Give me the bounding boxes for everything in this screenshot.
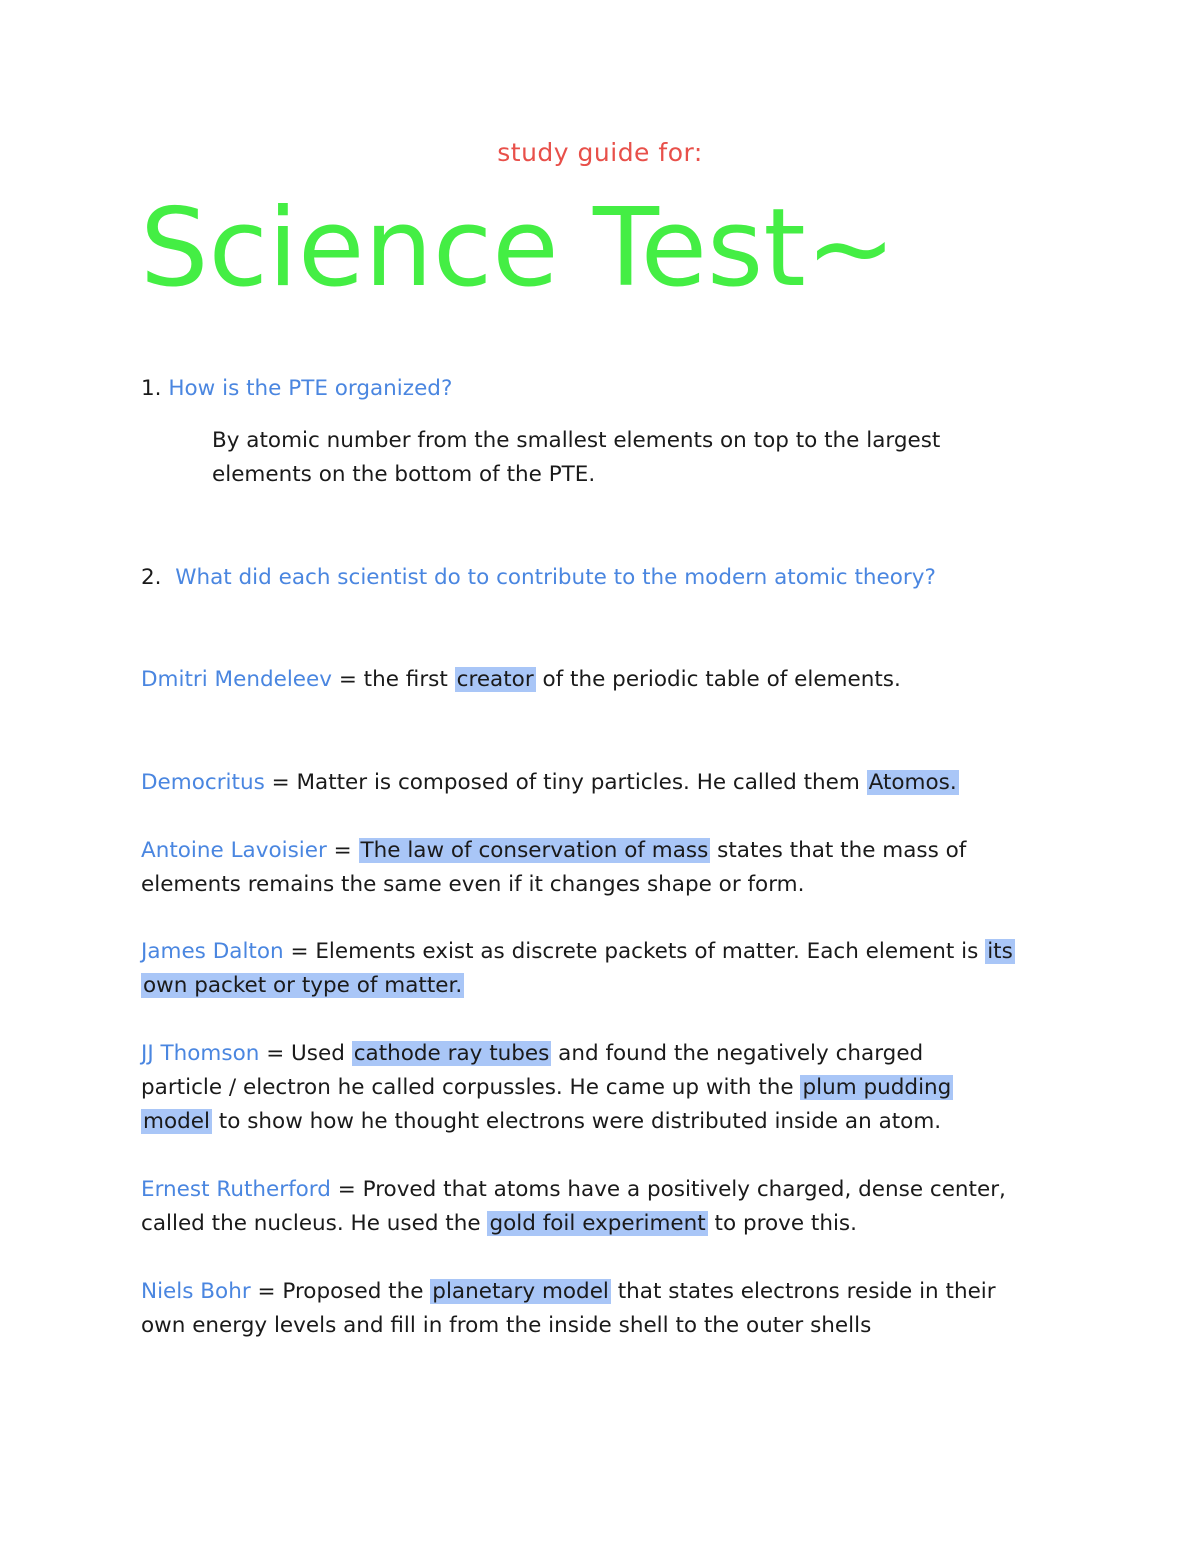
scientist-bohr-line-2: own energy levels and fill in from the inside shell to the outer shells — [141, 1313, 872, 1338]
scientist-democritus — [141, 766, 959, 800]
description-text: = Proposed the — [250, 1279, 431, 1304]
scientist-lavoisier — [141, 834, 966, 868]
scientist-lavoisier-line-2: elements remains the same even if it changes shape or form. — [141, 872, 805, 897]
question-number: 2. — [141, 565, 162, 590]
question-text: How is the PTE organized? — [168, 376, 453, 401]
description-text: = the first — [331, 667, 455, 692]
page-title: Science Test~ — [140, 186, 897, 311]
scientist-rutherford-line-2 — [141, 1207, 857, 1241]
description-text: particle / electron he called corpussles. He came up with the — [141, 1075, 801, 1100]
scientist-mendeleev — [141, 663, 901, 697]
scientist-bohr — [141, 1275, 996, 1309]
description-text: to prove this. — [707, 1211, 857, 1236]
description-text: = — [326, 838, 359, 863]
question-1 — [141, 372, 452, 406]
scientist-name: Dmitri Mendeleev — [141, 667, 332, 692]
answer-1-line-2: elements on the bottom of the PTE. — [212, 462, 596, 487]
description-text: = Used — [259, 1041, 352, 1066]
highlight: plum pudding — [802, 1075, 952, 1100]
scientist-dalton-line-2 — [141, 969, 464, 1003]
scientist-dalton — [141, 935, 1015, 969]
scientist-thomson-line-2 — [141, 1071, 953, 1105]
scientist-thomson-line-3 — [141, 1105, 941, 1139]
highlight: gold foil experiment — [489, 1211, 706, 1236]
scientist-name: James Dalton — [141, 939, 284, 964]
highlight: cathode ray tubes — [353, 1041, 550, 1066]
highlight: Atomos. — [868, 770, 957, 795]
scientist-rutherford — [141, 1173, 1006, 1207]
description-text: that states electrons reside in their — [610, 1279, 996, 1304]
scientist-name: Niels Bohr — [141, 1279, 251, 1304]
scientist-thomson — [141, 1037, 923, 1071]
scientist-name: Democritus — [141, 770, 265, 795]
scientist-name: Ernest Rutherford — [141, 1177, 331, 1202]
highlight: its — [987, 939, 1013, 964]
description-text: and found the negatively charged — [551, 1041, 924, 1066]
highlight: planetary model — [432, 1279, 609, 1304]
answer-1-line-1: By atomic number from the smallest elements on top to the largest — [212, 428, 941, 453]
question-2 — [141, 561, 936, 595]
description-text: = Proved that atoms have a positively charged, dense center, — [330, 1177, 1006, 1202]
subtitle: study guide for: — [497, 138, 703, 167]
highlight: own packet or type of matter. — [143, 973, 463, 998]
question-number: 1. — [141, 376, 162, 401]
scientist-name: Antoine Lavoisier — [141, 838, 327, 863]
description-text: states that the mass of — [710, 838, 967, 863]
highlight: model — [143, 1109, 210, 1134]
description-text: = Elements exist as discrete packets of matter. Each element is — [283, 939, 986, 964]
description-text: of the periodic table of elements. — [535, 667, 901, 692]
question-text: What did each scientist do to contribute to the modern atomic theory? — [175, 565, 936, 590]
highlight: The law of conservation of mass — [360, 838, 709, 863]
description-text: = Matter is composed of tiny particles. He called them — [264, 770, 867, 795]
scientist-name: JJ Thomson — [141, 1041, 260, 1066]
highlight: creator — [456, 667, 534, 692]
description-text: to show how he thought electrons were distributed inside an atom. — [211, 1109, 942, 1134]
description-text: called the nucleus. He used the — [141, 1211, 488, 1236]
